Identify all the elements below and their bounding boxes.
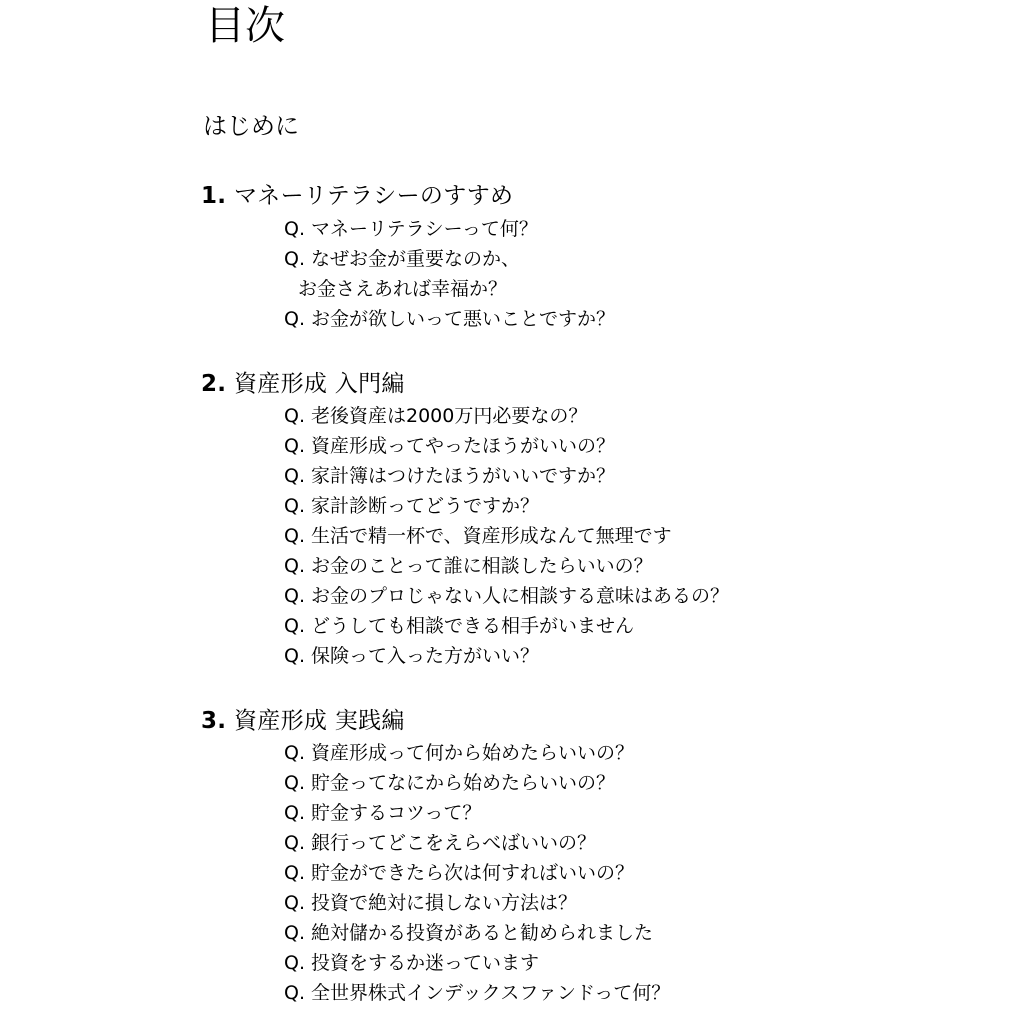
list-item: Q. 貯金するコツって？ bbox=[284, 802, 482, 824]
list-item: Q. 貯金ってなにから始めたらいいの？ bbox=[284, 772, 616, 794]
list-item: Q. 投資で絶対に損しない方法は？ bbox=[284, 892, 578, 914]
list-item: Q. 貯金ができたら次は何すればいいの？ bbox=[284, 862, 635, 884]
page-title: 目次 bbox=[205, 3, 285, 49]
list-item: Q. お金が欲しいって悪いことですか？ bbox=[284, 308, 616, 330]
section-2-heading bbox=[201, 369, 405, 399]
list-item: Q. 銀行ってどこをえらべばいいの？ bbox=[284, 832, 597, 854]
list-item-continuation: お金さえあれば幸福か？ bbox=[298, 278, 508, 300]
section-number: 2. bbox=[201, 371, 227, 397]
section-3-heading bbox=[201, 706, 405, 736]
list-item: Q. 生活で精一杯で、資産形成なんて無理です bbox=[284, 525, 672, 547]
list-item: Q. 家計簿はつけたほうがいいですか？ bbox=[284, 465, 616, 487]
list-item: Q. 全世界株式インデックスファンドって何？ bbox=[284, 982, 671, 1004]
list-item: Q. 絶対儲かる投資があると勧められました bbox=[284, 922, 654, 944]
section-number: 1. bbox=[201, 183, 227, 209]
list-item: Q. お金のことって誰に相談したらいいの？ bbox=[284, 555, 653, 577]
list-item: Q. 投資をするか迷っています bbox=[284, 952, 540, 974]
section-title: マネーリテラシーのすすめ bbox=[233, 183, 514, 209]
intro-heading: はじめに bbox=[203, 112, 299, 140]
section-number: 3. bbox=[201, 708, 227, 734]
section-1-heading bbox=[201, 181, 513, 211]
list-item: Q. どうしても相談できる相手がいません bbox=[284, 615, 635, 637]
list-item: Q. 老後資産は2000万円必要なの？ bbox=[284, 405, 588, 427]
list-item: Q. お金のプロじゃない人に相談する意味はあるの？ bbox=[284, 585, 730, 607]
list-item: Q. 家計診断ってどうですか？ bbox=[284, 495, 540, 517]
section-title: 資産形成 入門編 bbox=[233, 371, 405, 397]
list-item: Q. 保険って入った方がいい？ bbox=[284, 645, 540, 667]
list-item: Q. 資産形成ってやったほうがいいの？ bbox=[284, 435, 616, 457]
list-item: Q. なぜお金が重要なのか、 bbox=[284, 248, 521, 270]
section-title: 資産形成 実践編 bbox=[233, 708, 405, 734]
list-item: Q. 資産形成って何から始めたらいいの？ bbox=[284, 742, 635, 764]
list-item: Q. マネーリテラシーって何？ bbox=[284, 218, 538, 240]
